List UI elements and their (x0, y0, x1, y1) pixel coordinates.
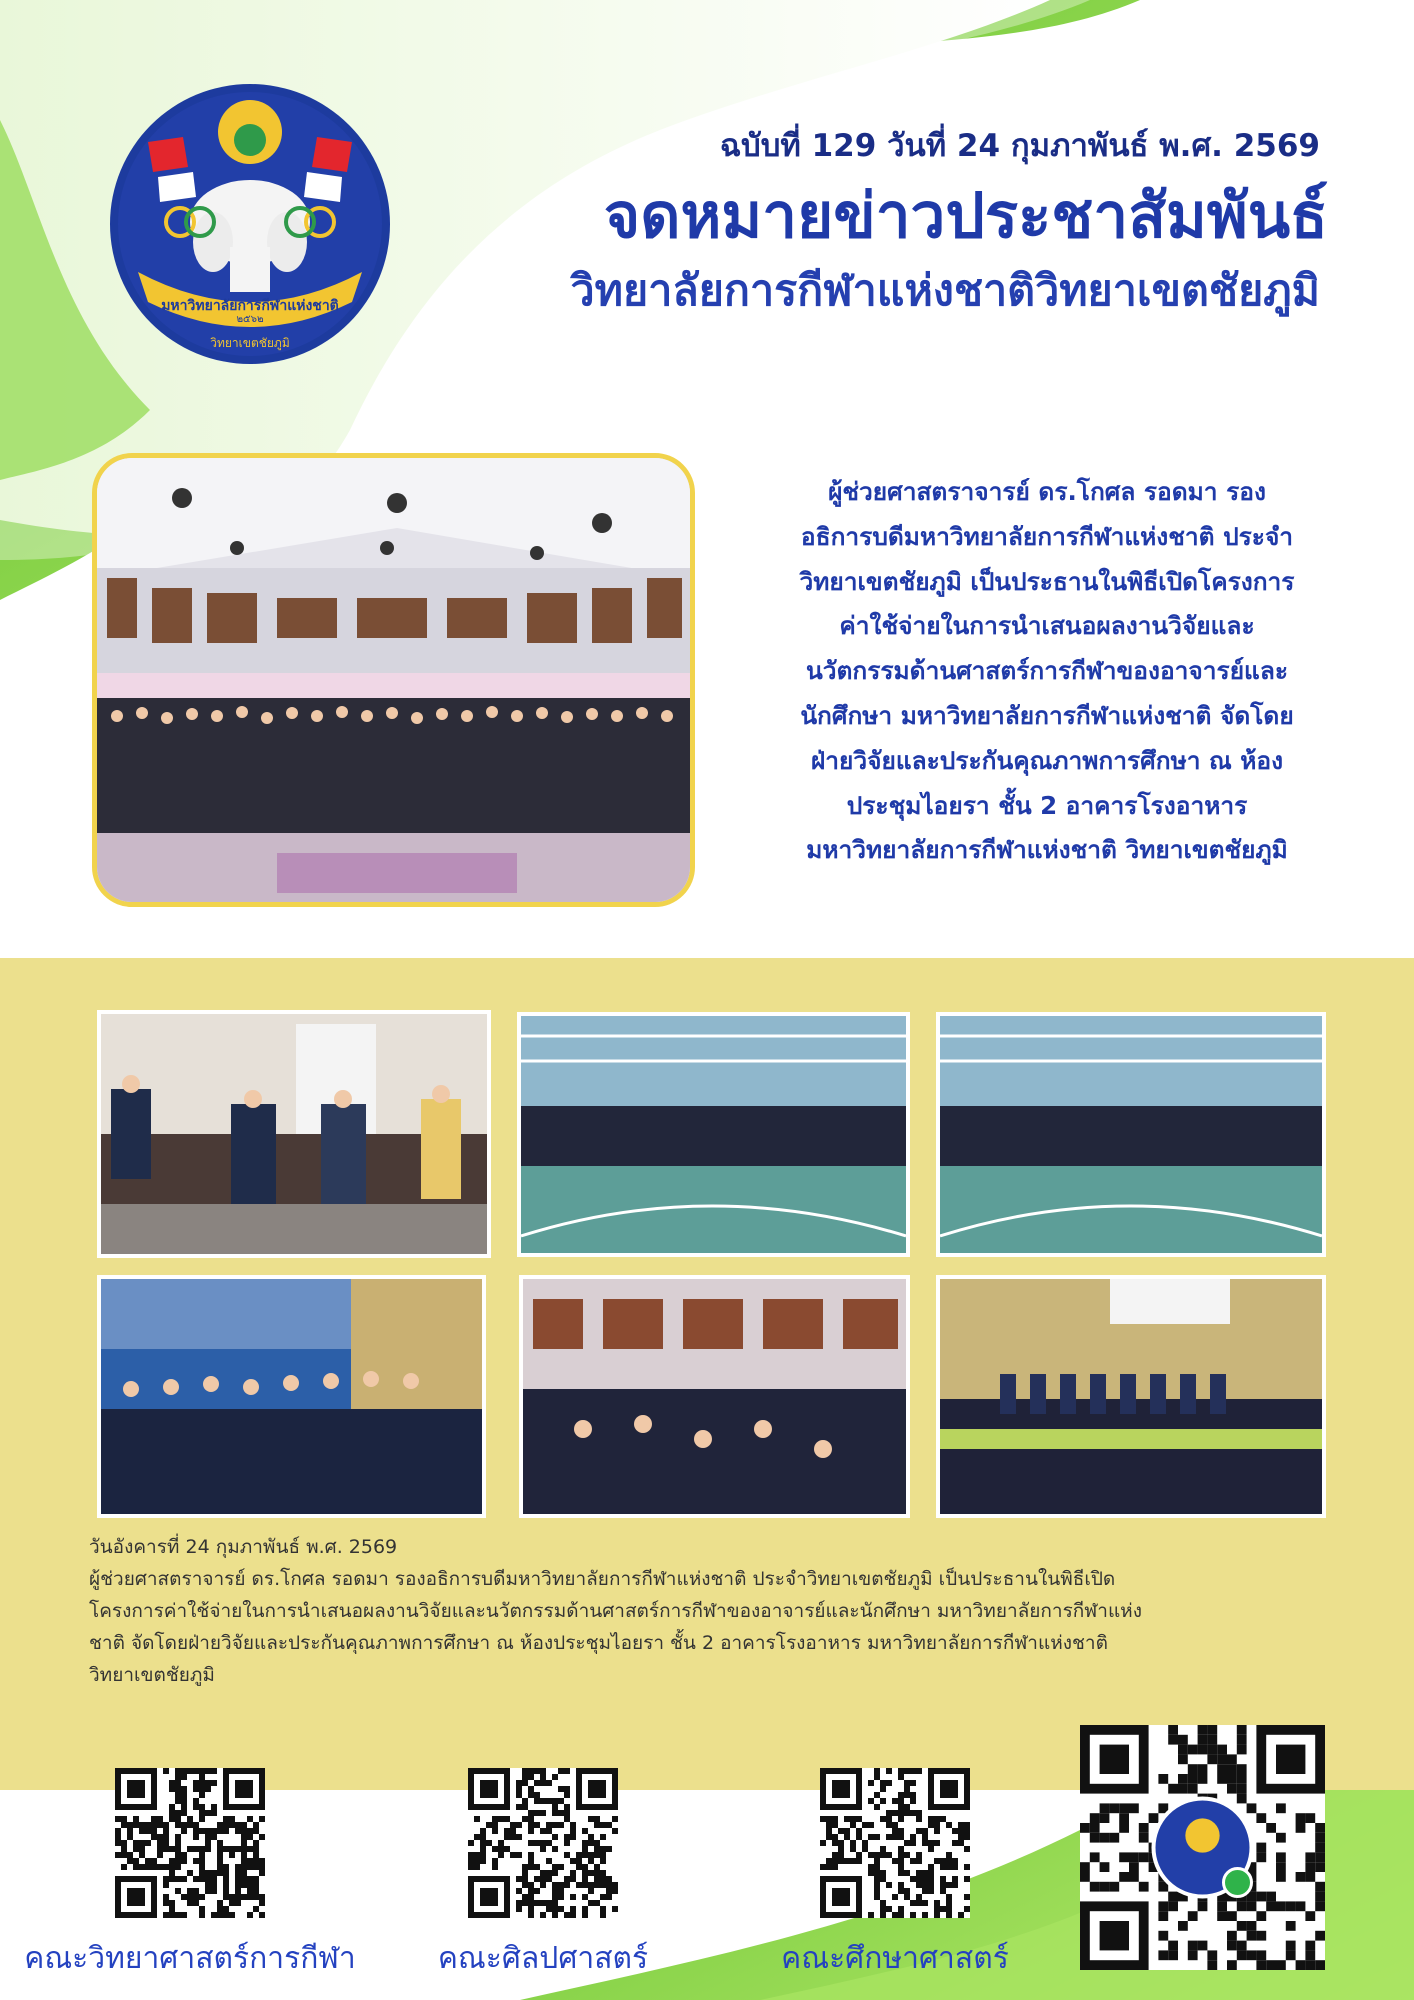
qr-label-sport-science: คณะวิทยาศาสตร์การกีฬา (24, 1941, 356, 1976)
page-subtitle: วิทยาลัยการกีฬาแห่งชาติวิทยาเขตชัยภูมิ (570, 266, 1320, 316)
intro-line: ประชุมไอยรา ชั้น 2 อาคารโรงอาหาร (846, 790, 1248, 820)
intro-line: อธิการบดีมหาวิทยาลัยการกีฬาแห่งชาติ ประจำ (800, 521, 1294, 551)
logo-year-text: ๒๕๖๒ (236, 314, 264, 325)
caption-line: วันอังคารที่ 24 กุมภาพันธ์ พ.ศ. 2569 (89, 1536, 398, 1558)
caption-line: ชาติ จัดโดยฝ่ายวิจัยและประกันคุณภาพการศึกษา ณ ห้องประชุมไอยรา ชั้น 2 อาคารโรงอาหาร มหาวิทยาลัยการกีฬาแห่งชาติ (89, 1632, 1108, 1654)
qr-code-education[interactable] (820, 1768, 970, 1918)
logo-campus-text: วิทยาเขตชัยภูมิ (210, 336, 290, 350)
qr-code-sport-science[interactable] (115, 1768, 265, 1918)
logo-band-text: มหาวิทยาลัยการกีฬาแห่งชาติ (161, 298, 339, 314)
caption-line: วิทยาเขตชัยภูมิ (89, 1664, 215, 1686)
intro-line: มหาวิทยาลัยการกีฬาแห่งชาติ วิทยาเขตชัยภูมิ (806, 835, 1288, 865)
photo-caption (89, 1531, 1229, 1691)
qr-code-campus[interactable] (1080, 1725, 1325, 1970)
main-event-photo (92, 453, 695, 907)
caption-line: ผู้ช่วยศาสตราจารย์ ดร.โกศล รอดมา รองอธิการบดีมหาวิทยาลัยการกีฬาแห่งชาติ ประจำวิทยาเขตชัยภูมิ เป็นประธานในพิธีเปิด (89, 1568, 1116, 1590)
intro-line: นวัตกรรมด้านศาสตร์การกีฬาของอาจารย์และ (805, 656, 1289, 686)
qr-code-liberal-arts[interactable] (468, 1768, 618, 1918)
gallery-photo-presenters (97, 1275, 486, 1518)
intro-line: ค่าใช้จ่ายในการนำเสนอผลงานวิจัยและ (839, 611, 1255, 641)
university-logo (108, 82, 392, 366)
intro-line: ฝ่ายวิจัยและประกันคุณภาพการศึกษา ณ ห้อง (810, 745, 1284, 775)
gallery-photo-meeting (97, 1010, 491, 1258)
qr-label-liberal-arts: คณะศิลปศาสตร์ (437, 1941, 649, 1976)
caption-line: โครงการค่าใช้จ่ายในการนำเสนอผลงานวิจัยและนวัตกรรมด้านศาสตร์การกีฬาของอาจารย์และนักศึกษา มหาวิทยาลัยการกีฬาแห่ง (89, 1600, 1142, 1622)
intro-line: ผู้ช่วยศาสตราจารย์ ดร.โกศล รอดมา รอง (828, 477, 1266, 506)
gallery-photo-stage (936, 1275, 1326, 1518)
gallery-photo-group-hall-2 (936, 1012, 1326, 1257)
qr-label-education: คณะศึกษาศาสตร์ (781, 1941, 1009, 1976)
issue-line: ฉบับที่ 129 วันที่ 24 กุมภาพันธ์ พ.ศ. 2569 (719, 128, 1320, 164)
page-title: จดหมายข่าวประชาสัมพันธ์ (603, 179, 1328, 252)
intro-line: วิทยาเขตชัยภูมิ เป็นประธานในพิธีเปิดโครงการ (799, 566, 1295, 596)
gallery-photo-group-hall-1 (517, 1012, 910, 1257)
intro-paragraph (742, 470, 1352, 873)
intro-line: นักศึกษา มหาวิทยาลัยการกีฬาแห่งชาติ จัดโดย (800, 700, 1294, 730)
gallery-photo-audience (519, 1275, 910, 1518)
